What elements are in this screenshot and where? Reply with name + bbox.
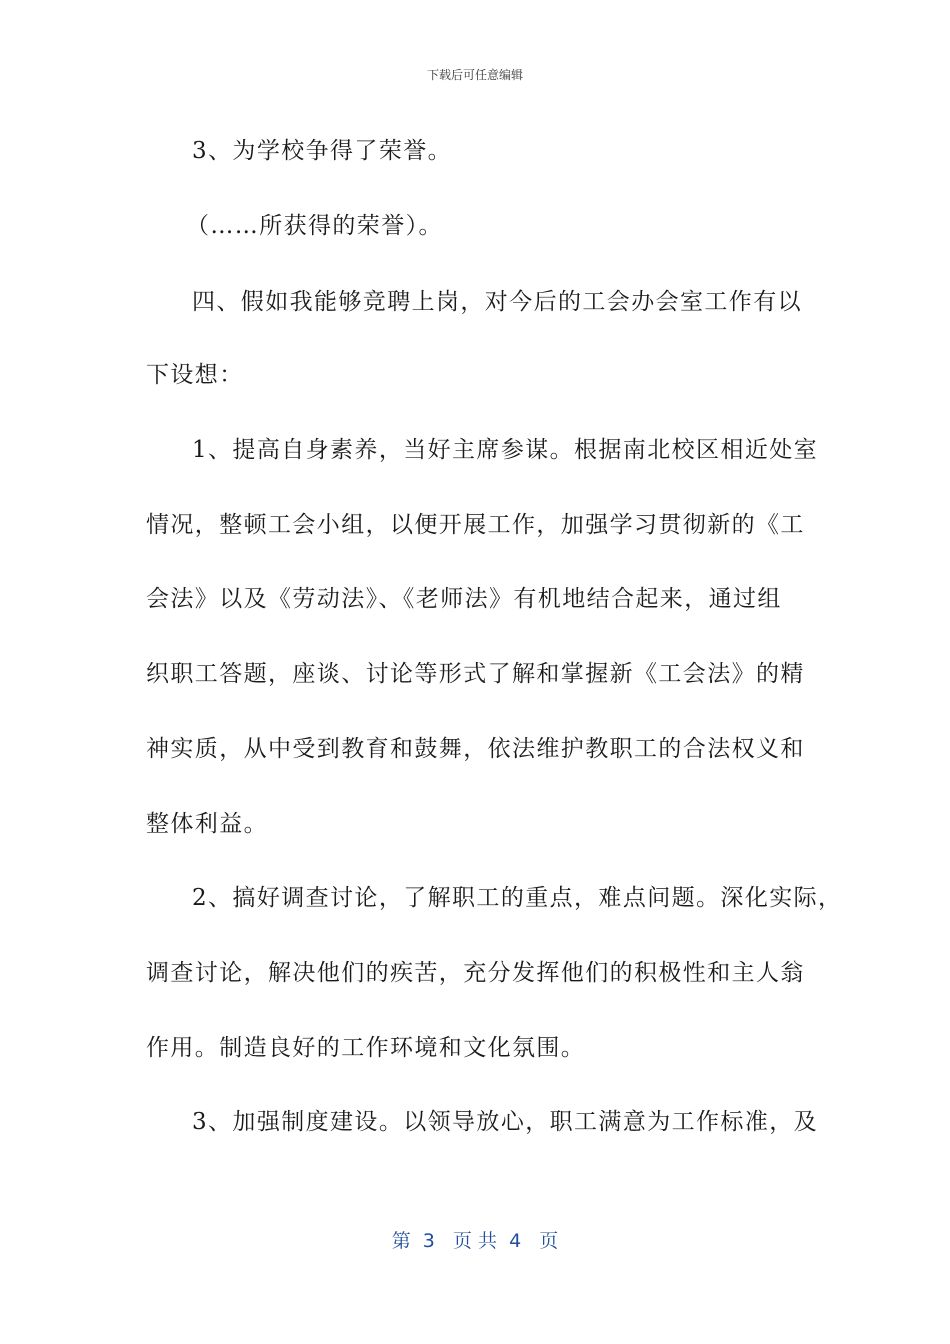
body-line: （……所获得的荣誉）。	[186, 213, 443, 239]
page-header-note: 下载后可任意编辑	[426, 68, 523, 82]
body-line: 调查讨论，解决他们的疾苦，充分发挥他们的积极性和主人翁	[146, 960, 805, 986]
body-line: 情况，整顿工会小组，以便开展工作，加强学习贯彻新的《工	[146, 512, 805, 538]
body-line: 神实质，从中受到教育和鼓舞，依法维护教职工的合法权义和	[146, 736, 805, 762]
body-line: 2、搞好调查讨论，了解职工的重点，难点问题。深化实际，	[192, 885, 843, 911]
body-line: 织职工答题，座谈、讨论等形式了解和掌握新《工会法》的精	[146, 661, 805, 687]
body-line: 四、假如我能够竞聘上岗，对今后的工会办会室工作有以	[192, 289, 802, 315]
body-line: 下设想：	[146, 362, 244, 388]
body-line: 1、提高自身素养，当好主席参谋。根据南北校区相近处室	[192, 437, 819, 463]
body-line: 3、加强制度建设。以领导放心，职工满意为工作标准，及	[192, 1109, 819, 1135]
body-line: 会法》以及《劳动法》、《老师法》有机地结合起来，通过组	[146, 586, 782, 612]
body-line: 3、为学校争得了荣誉。	[192, 138, 453, 164]
page-number-footer: 第 3 页 共 4 页	[391, 1230, 559, 1252]
body-line: 作用。制造良好的工作环境和文化氛围。	[146, 1035, 586, 1061]
body-line: 整体利益。	[146, 811, 268, 837]
